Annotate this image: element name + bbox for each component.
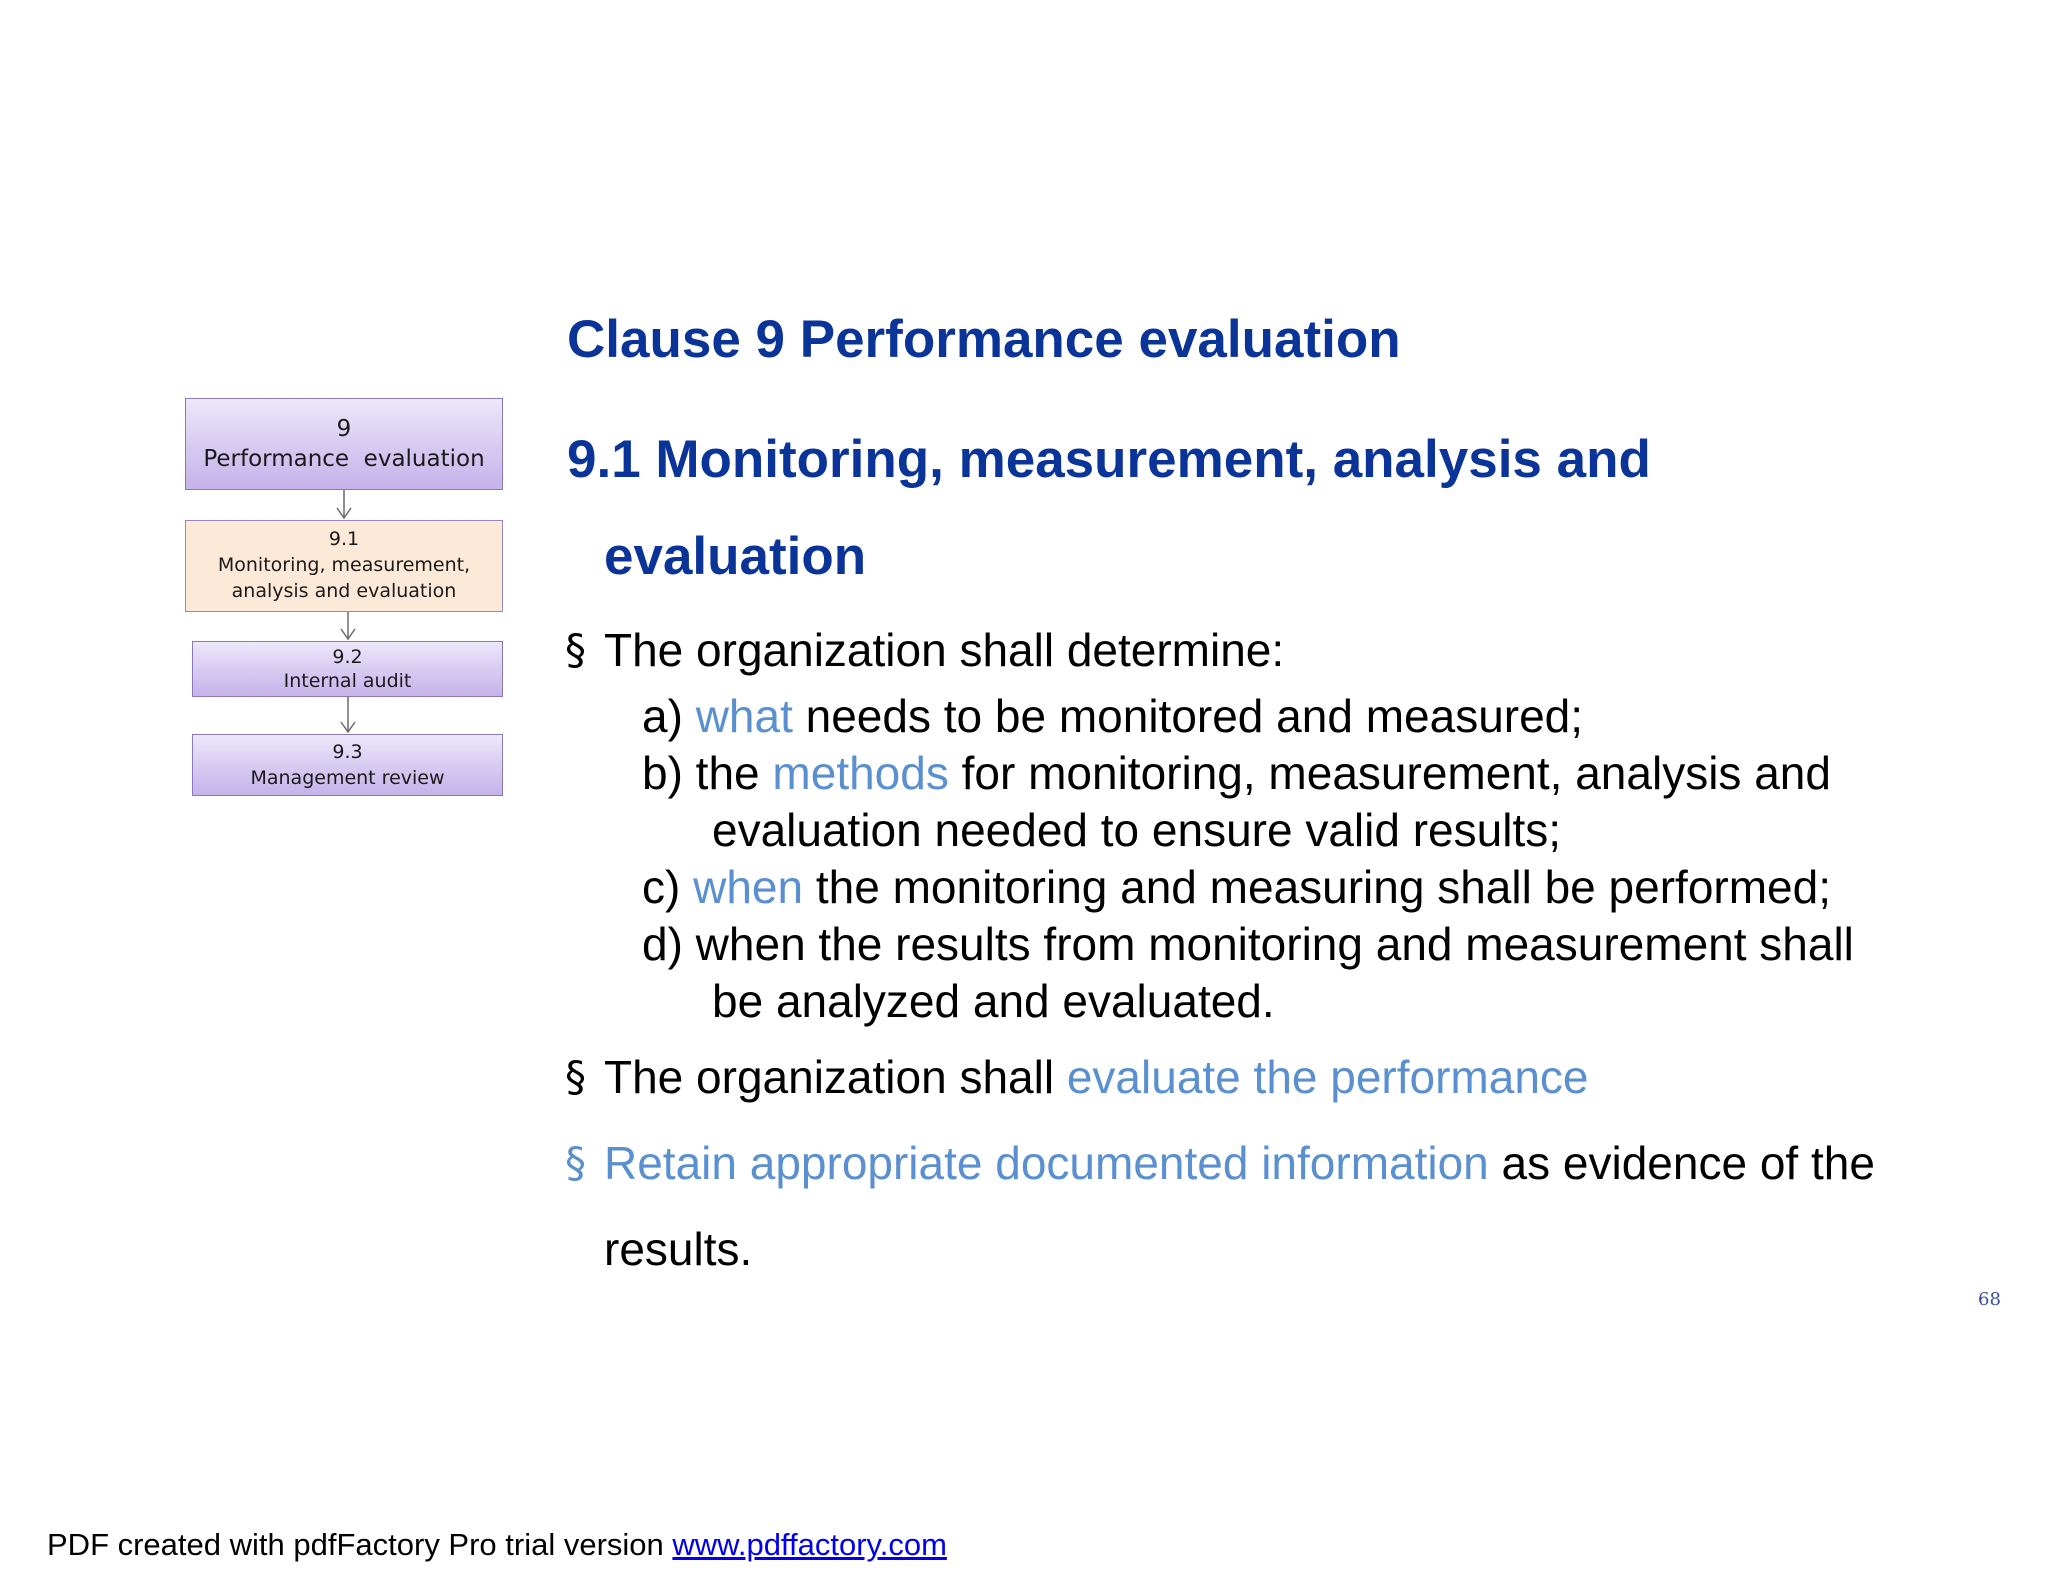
list-item-d: d) when the results from monitoring and measurement shall (642, 918, 1854, 970)
section-heading-continued: evaluation (604, 527, 867, 586)
highlight-text: methods (772, 747, 949, 799)
highlight-text: evaluate the performance (1066, 1051, 1589, 1103)
bullet-marker: § (565, 1138, 586, 1187)
highlight-text: when (693, 861, 804, 913)
list-item-d-continued: be analyzed and evaluated. (712, 975, 1275, 1027)
item-text: the monitoring and measuring shall be performed; (803, 861, 1831, 913)
footer-link[interactable]: www.pdffactory.com (672, 1527, 947, 1562)
flow-box-number: 9.1 (328, 528, 360, 550)
flow-box-number: 9.3 (332, 741, 363, 763)
bullet-text: The organization shall determine: (604, 624, 1285, 676)
page-number: 68 (1978, 1289, 2001, 1310)
flow-box-performance-evaluation (185, 398, 503, 490)
list-item-a (642, 688, 1583, 744)
bullet-text-continued: results. (604, 1223, 753, 1275)
bullet-prefix: The organization shall (604, 1051, 1067, 1103)
flow-box-label: Internal audit (283, 670, 412, 692)
flow-box-internal-audit (192, 641, 503, 697)
section-heading: 9.1 Monitoring, measurement, analysis and (567, 430, 1651, 489)
item-text: for monitoring, measurement, analysis and (948, 747, 1831, 799)
item-prefix: b) the (642, 747, 773, 799)
bullet-rest: as evidence of the (1488, 1137, 1875, 1189)
bullet-text (604, 1049, 1589, 1105)
bullet-marker: § (565, 1052, 586, 1101)
flow-box-label: Management review (250, 767, 445, 789)
page-title: Clause 9 Performance evaluation (567, 310, 1401, 369)
flow-box-monitoring (185, 520, 503, 612)
flow-box-number: 9 (336, 416, 352, 442)
list-item-b (642, 745, 1831, 801)
list-item-c (642, 859, 1831, 915)
flow-box-number: 9.2 (332, 646, 363, 668)
list-item-b-continued: evaluation needed to ensure valid results; (712, 804, 1562, 856)
flow-box-label: Performance evaluation (203, 446, 485, 472)
flow-box-management-review (192, 734, 503, 796)
item-prefix: c) (642, 861, 694, 913)
flow-box-label: analysis and evaluation (231, 580, 457, 602)
footer (47, 1527, 947, 1563)
item-text: needs to be monitored and measured; (792, 690, 1584, 742)
item-prefix: a) (642, 690, 696, 742)
footer-text: PDF created with pdfFactory Pro trial version (47, 1527, 673, 1562)
flow-box-label: Monitoring, measurement, (217, 554, 471, 576)
highlight-text: Retain appropriate documented information (604, 1137, 1489, 1189)
bullet-text (604, 1135, 1875, 1191)
highlight-text: what (695, 690, 793, 742)
bullet-marker: § (565, 625, 586, 674)
